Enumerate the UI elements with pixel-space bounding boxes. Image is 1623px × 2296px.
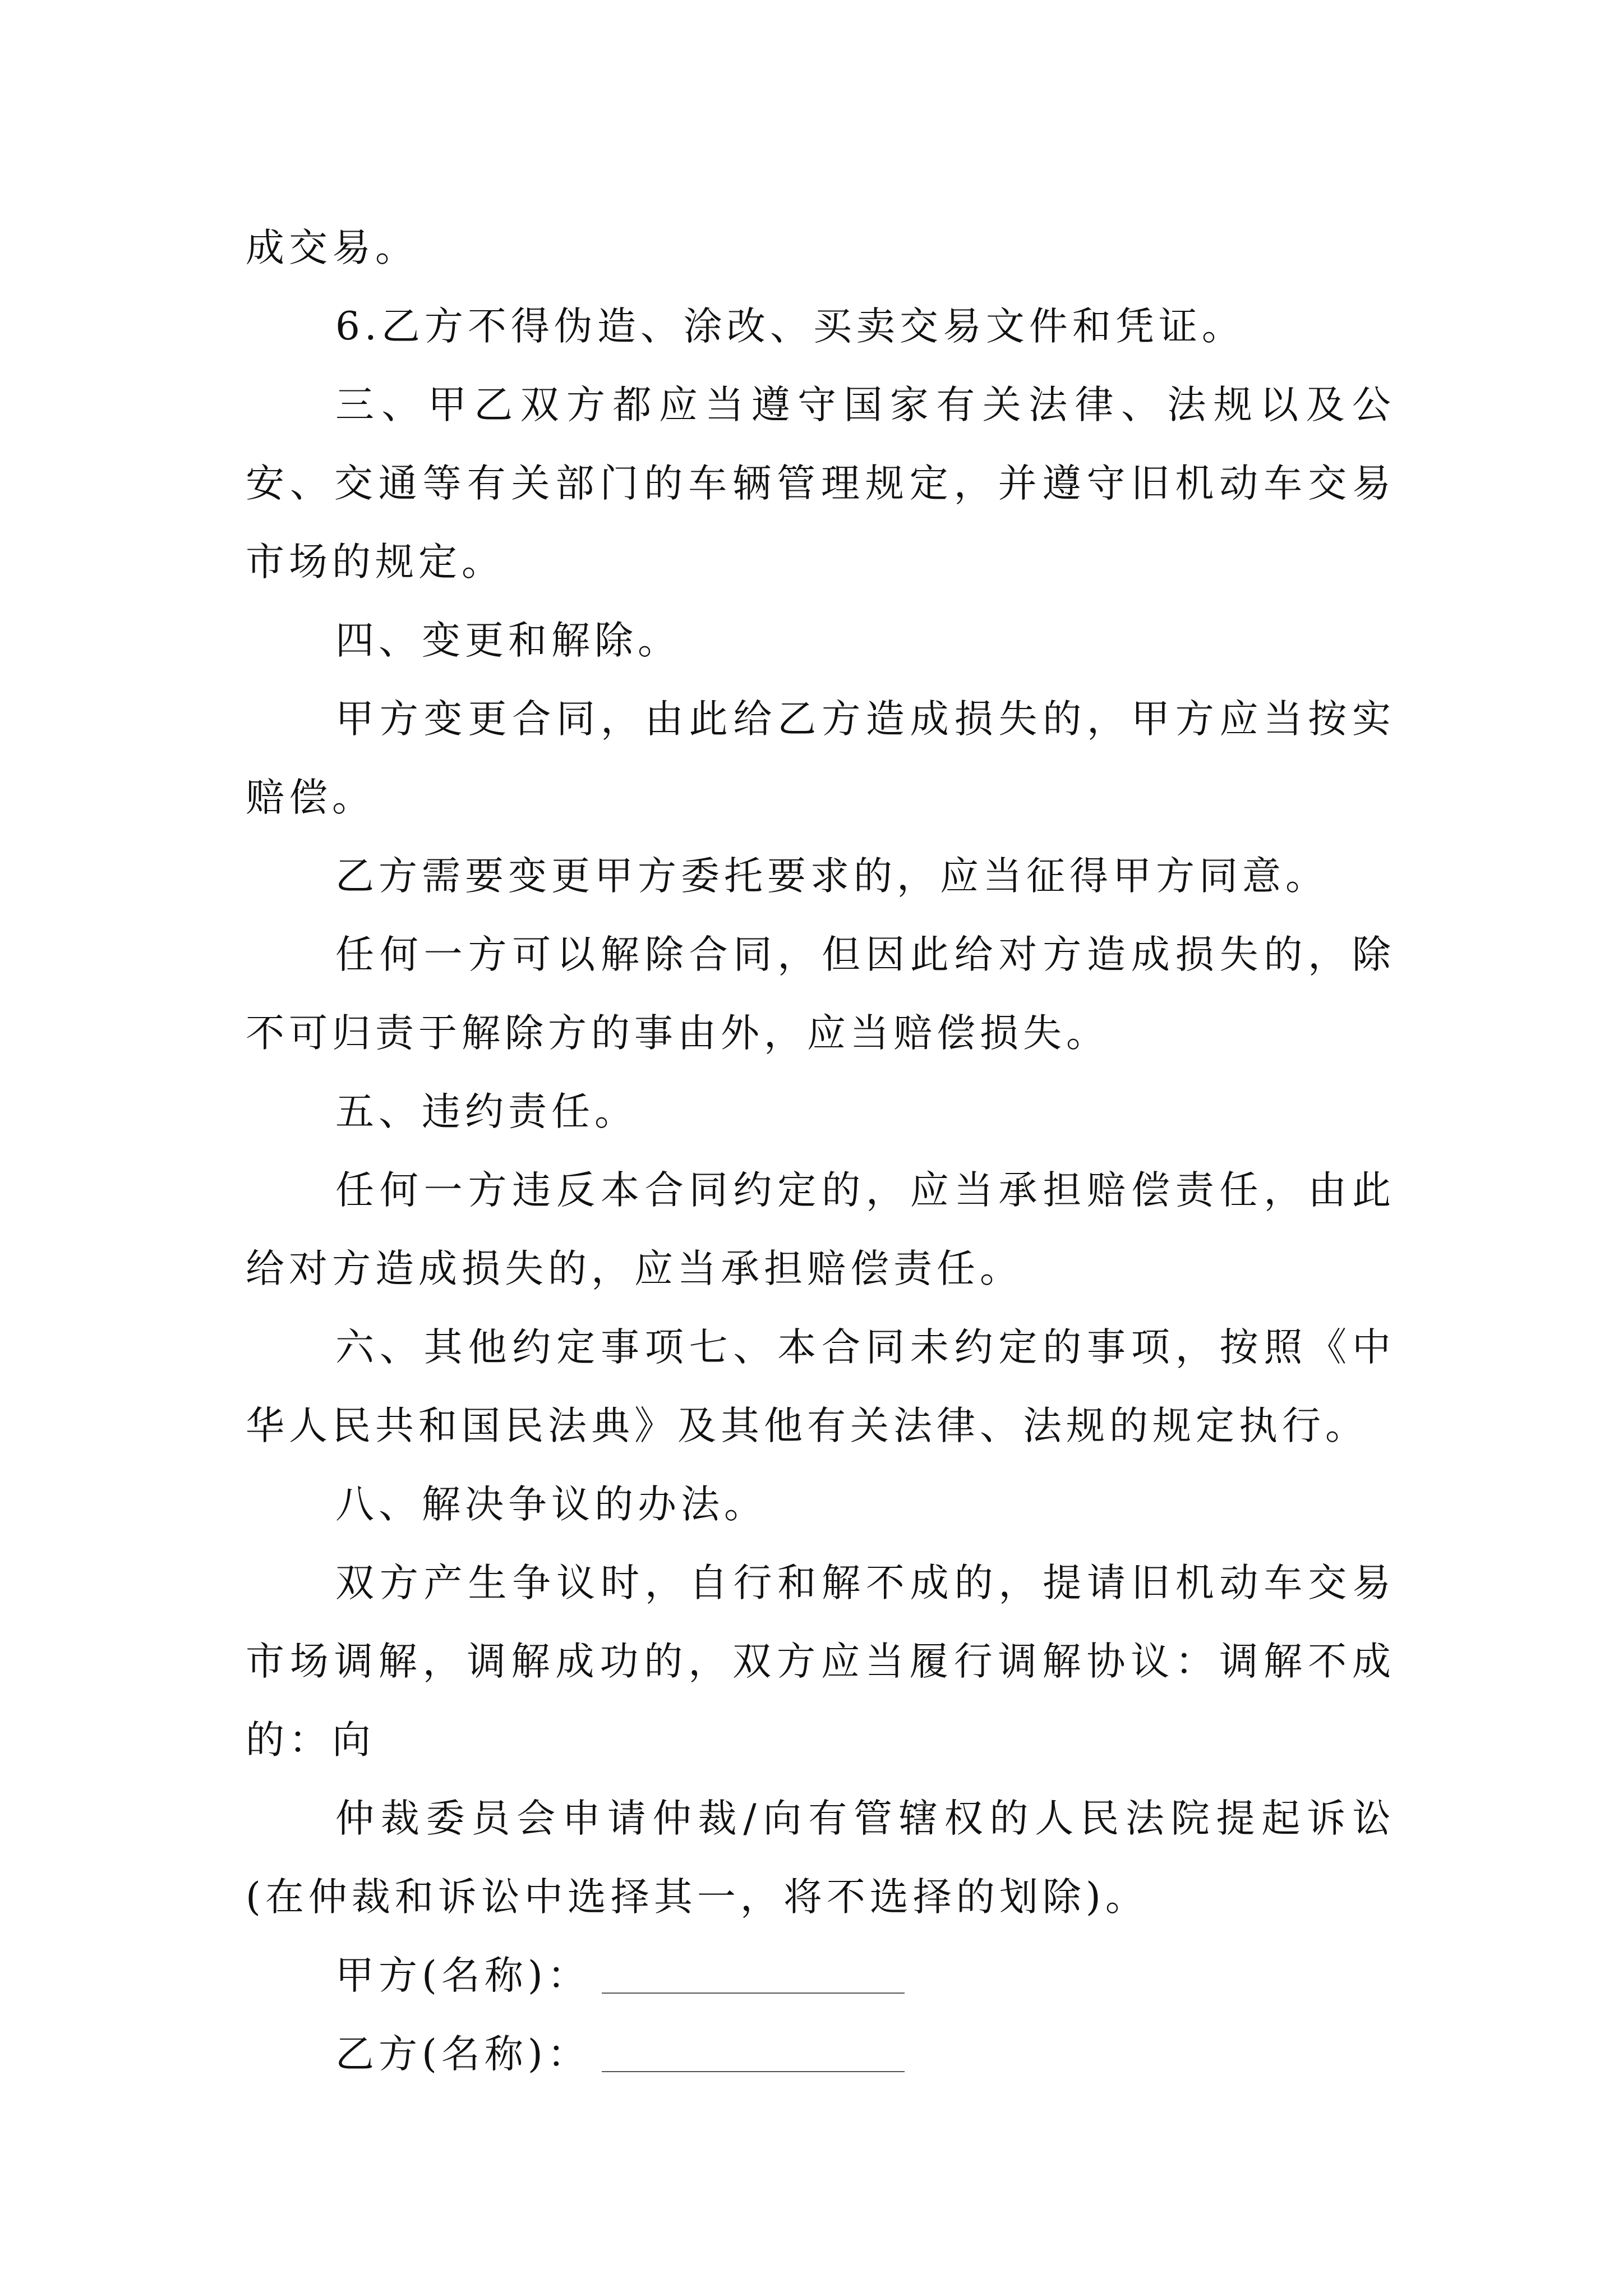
paragraph-liability: 任何一方违反本合同约定的，应当承担赔偿责任，由此给对方造成损失的，应当承担赔偿责任。 bbox=[246, 1168, 1395, 1291]
heading-section-4: 四、变更和解除。 bbox=[335, 618, 681, 663]
paragraph-section-6-7: 六、其他约定事项七、本合同未约定的事项，按照《中华人民共和国民法典》及其他有关法律、法规的规定执行。 bbox=[246, 1325, 1395, 1448]
party-b-name-blank bbox=[602, 2015, 905, 2072]
party-a-name-blank bbox=[602, 1936, 905, 1994]
paragraph-continuation: 成交易。 bbox=[246, 226, 418, 270]
party-b-label: 乙方(名称)： bbox=[335, 2032, 591, 2077]
document-page bbox=[246, 209, 1395, 2093]
paragraph-termination: 任何一方可以解除合同，但因此给对方造成损失的，除不可归责于解除方的事由外，应当赔偿损失。 bbox=[246, 932, 1395, 1056]
paragraph-clause-6: 6.乙方不得伪造、涂改、买卖交易文件和凭证。 bbox=[335, 304, 1245, 349]
party-a-signature-line bbox=[246, 1936, 1395, 2015]
paragraph-party-a-change: 甲方变更合同，由此给乙方造成损失的，甲方应当按实赔偿。 bbox=[246, 697, 1395, 820]
paragraph-dispute-mediation: 双方产生争议时，自行和解不成的，提请旧机动车交易市场调解，调解成功的，双方应当履行调解协议：调解不成的：向 bbox=[246, 1561, 1395, 1763]
paragraph-section-3: 三、甲乙双方都应当遵守国家有关法律、法规以及公安、交通等有关部门的车辆管理规定，并遵守旧机动车交易市场的规定。 bbox=[246, 383, 1395, 585]
party-b-signature-line bbox=[246, 2015, 1395, 2093]
paragraph-party-b-change: 乙方需要变更甲方委托要求的，应当征得甲方同意。 bbox=[335, 854, 1329, 899]
heading-section-5: 五、违约责任。 bbox=[335, 1089, 638, 1134]
heading-section-8: 八、解决争议的办法。 bbox=[335, 1482, 767, 1527]
party-a-label: 甲方(名称)： bbox=[335, 1953, 591, 1998]
paragraph-arbitration: 仲裁委员会申请仲裁/向有管辖权的人民法院提起诉讼(在仲裁和诉讼中选择其一，将不选择的划除)。 bbox=[246, 1796, 1395, 1920]
